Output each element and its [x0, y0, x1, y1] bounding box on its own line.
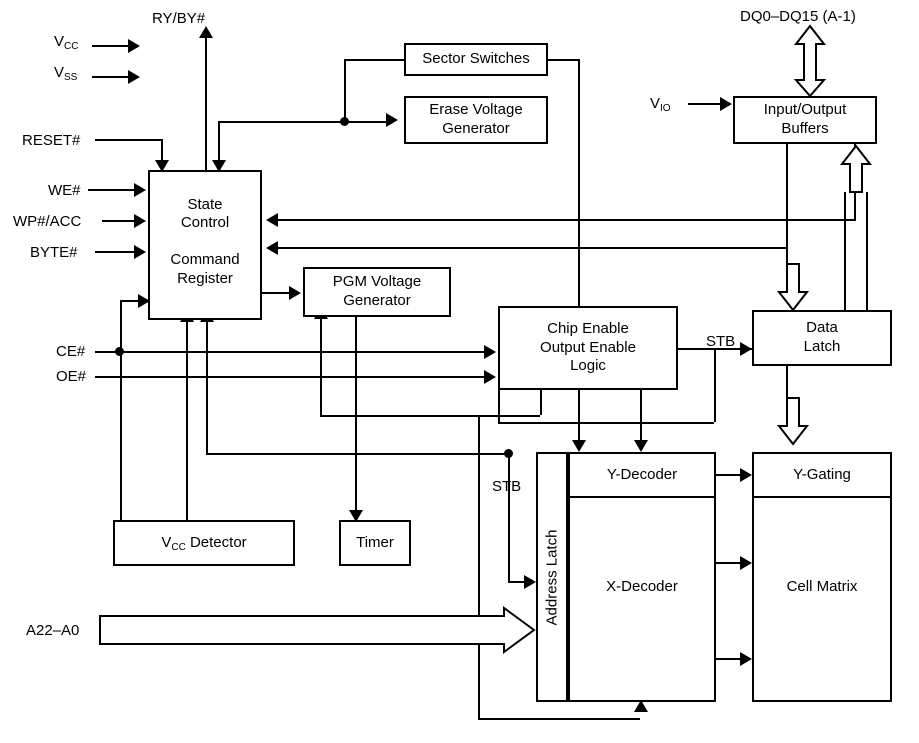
- block-input-output-buffers-label-2: Buffers: [781, 120, 829, 137]
- arrow-byte: [134, 245, 146, 259]
- signal-label-vio-sub: IO: [660, 103, 671, 114]
- line-stb-back-h: [498, 422, 714, 424]
- block-chip-enable-label-3: Logic: [570, 357, 606, 375]
- block-cell-matrix: [752, 498, 892, 702]
- signal-label-ce: CE#: [56, 343, 86, 360]
- block-erase-voltage-generator-label-2: Generator: [442, 120, 510, 137]
- block-state-control-label-2: Control: [180, 214, 230, 232]
- arrow-vcc: [128, 39, 140, 53]
- signal-label-vcc-sub: CC: [64, 41, 79, 52]
- line-stb-down: [714, 348, 716, 422]
- line-chip-enable-out-1-v2: [320, 317, 322, 415]
- block-address-latch: [536, 452, 568, 702]
- block-state-control-label-1: State: [187, 195, 223, 213]
- arrow-state-to-pgm: [289, 286, 301, 300]
- signal-label-oe: OE#: [56, 368, 87, 385]
- arrow-y-decoder-to-y-gating: [740, 468, 752, 482]
- block-chip-enable-label-2: Output Enable: [540, 338, 636, 356]
- block-y-decoder-label: Y-Decoder: [606, 465, 678, 483]
- signal-label-dq-bus: DQ0–DQ15 (A-1): [740, 8, 856, 25]
- arrow-vio: [720, 97, 732, 111]
- signal-label-vss: $V_{SS}$: [54, 64, 78, 83]
- block-vcc-detector-label: $V_{CC}$ Detector: [161, 533, 247, 553]
- line-chip-enable-out-1-h: [320, 415, 540, 417]
- block-timer: [339, 520, 411, 566]
- line-vcc: [92, 45, 130, 47]
- line-pgm-down: [355, 317, 357, 520]
- bus-arrow-address: [100, 608, 536, 656]
- arrow-we: [134, 183, 146, 197]
- block-address-latch-label: Address Latch: [543, 529, 561, 625]
- block-state-control-command-register: [148, 170, 262, 320]
- block-y-decoder: [568, 452, 716, 498]
- line-io-feedback-lower: [278, 247, 788, 249]
- arrow-io-feedback-lower: [266, 241, 278, 255]
- line-stb-left-v: [508, 453, 510, 581]
- label-stb-right: STB: [706, 333, 736, 350]
- line-sector-switches-out-h: [548, 59, 580, 61]
- signal-label-vcc: $V_{CC}$: [54, 33, 79, 52]
- line-ry-by: [205, 36, 207, 170]
- line-state-to-pgm: [262, 292, 291, 294]
- block-vcc-detector: [113, 520, 295, 566]
- block-cell-matrix-label: Cell Matrix: [786, 577, 858, 595]
- line-addr-latch-up: [206, 320, 208, 453]
- line-addr-latch-h: [206, 453, 508, 455]
- block-sector-switches-label: Sector Switches: [422, 50, 530, 68]
- arrow-stb-to-data-latch: [740, 342, 752, 356]
- bus-arrow-data-latch-to-y-gating: [775, 398, 811, 446]
- block-input-output-buffers-label-1: Input/Output: [763, 101, 847, 119]
- signal-label-address-bus: A22–A0: [26, 622, 80, 639]
- block-command-register-label-2: Register: [177, 269, 233, 287]
- bus-arrow-dq: [792, 24, 828, 98]
- block-data-latch-label-1: Data: [806, 319, 838, 337]
- signal-label-ry-by: RY/BY#: [152, 10, 206, 27]
- signal-label-reset: RESET#: [22, 132, 81, 149]
- bus-arrow-io-to-data-latch: [775, 264, 811, 312]
- arrow-chip-enable-to-y-decoder: [634, 440, 648, 452]
- line-data-latch-up-right: [866, 192, 868, 312]
- label-stb-left: STB: [492, 478, 522, 495]
- block-erase-voltage-generator: [404, 96, 548, 144]
- arrow-vss: [128, 70, 140, 84]
- arrow-x-decoder-to-cell-1: [740, 556, 752, 570]
- block-pgm-voltage-generator: [303, 267, 451, 317]
- line-vss: [92, 76, 130, 78]
- block-input-output-buffers: [733, 96, 877, 144]
- line-reset-h: [95, 139, 163, 141]
- line-sector-switches-v: [344, 59, 346, 121]
- line-io-to-data-latch: [786, 144, 788, 266]
- line-sector-switches-h: [344, 59, 406, 61]
- block-chip-enable-output-enable-logic: [498, 306, 678, 390]
- block-data-latch-label-2: Latch: [803, 338, 841, 355]
- junction-erase-feed: [340, 117, 349, 126]
- line-stb-back-v: [498, 390, 500, 422]
- line-bottom-feedback-h: [478, 718, 640, 720]
- bus-arrow-data-latch-to-io: [838, 146, 874, 194]
- block-pgm-voltage-generator-label-1: PGM Voltage: [332, 273, 422, 291]
- block-x-decoder: [568, 498, 716, 702]
- line-vcc-detector-up: [186, 320, 188, 520]
- arrow-io-feedback-upper: [266, 213, 278, 227]
- line-bottom-feedback-v: [478, 415, 480, 720]
- signal-label-we: WE#: [48, 182, 81, 199]
- block-vcc-detector-sub: CC: [171, 541, 186, 553]
- line-chip-enable-out-1: [540, 390, 542, 415]
- signal-label-byte: BYTE#: [30, 244, 78, 261]
- arrow-wp-acc: [134, 214, 146, 228]
- block-chip-enable-label-1: Chip Enable: [547, 319, 629, 337]
- block-data-latch: [752, 310, 892, 366]
- arrow-oe: [484, 370, 496, 384]
- line-erase-feed-v: [218, 121, 220, 165]
- line-left-bus-v: [120, 300, 122, 544]
- block-x-decoder-label: X-Decoder: [606, 577, 678, 595]
- block-timer-label: Timer: [356, 533, 394, 551]
- line-oe: [95, 376, 487, 378]
- line-wp-acc: [102, 220, 136, 222]
- line-data-latch-to-y-gating: [786, 366, 788, 400]
- line-vio: [688, 103, 722, 105]
- block-erase-voltage-generator-label-1: Erase Voltage: [429, 101, 523, 119]
- line-we: [88, 189, 136, 191]
- block-y-gating: [752, 452, 892, 498]
- junction-stb-left: [504, 449, 513, 458]
- signal-label-wp-acc: WP#/ACC: [13, 213, 82, 230]
- line-io-feedback-upper: [278, 219, 856, 221]
- arrow-x-decoder-to-cell-2: [740, 652, 752, 666]
- arrow-stb-into-address-latch: [524, 575, 536, 589]
- block-sector-switches: [404, 43, 548, 76]
- block-command-register-label-1: Command: [170, 251, 240, 268]
- line-data-latch-up-left: [844, 192, 846, 312]
- arrow-erase-voltage-in: [386, 113, 398, 127]
- block-pgm-voltage-generator-label-2: Generator: [343, 292, 411, 309]
- line-erase-feed-h: [218, 121, 388, 123]
- signal-label-vss-sub: SS: [64, 72, 78, 83]
- arrow-ry-by: [199, 26, 213, 38]
- arrow-ce: [484, 345, 496, 359]
- junction-ce: [115, 347, 124, 356]
- arrow-sector-switches-to-y-decoder: [572, 440, 586, 452]
- signal-label-vio: $V_{IO}$: [650, 95, 671, 114]
- line-byte: [95, 251, 136, 253]
- block-y-gating-label: Y-Gating: [793, 465, 851, 483]
- line-chip-enable-out-2: [640, 390, 642, 442]
- line-ce: [95, 351, 487, 353]
